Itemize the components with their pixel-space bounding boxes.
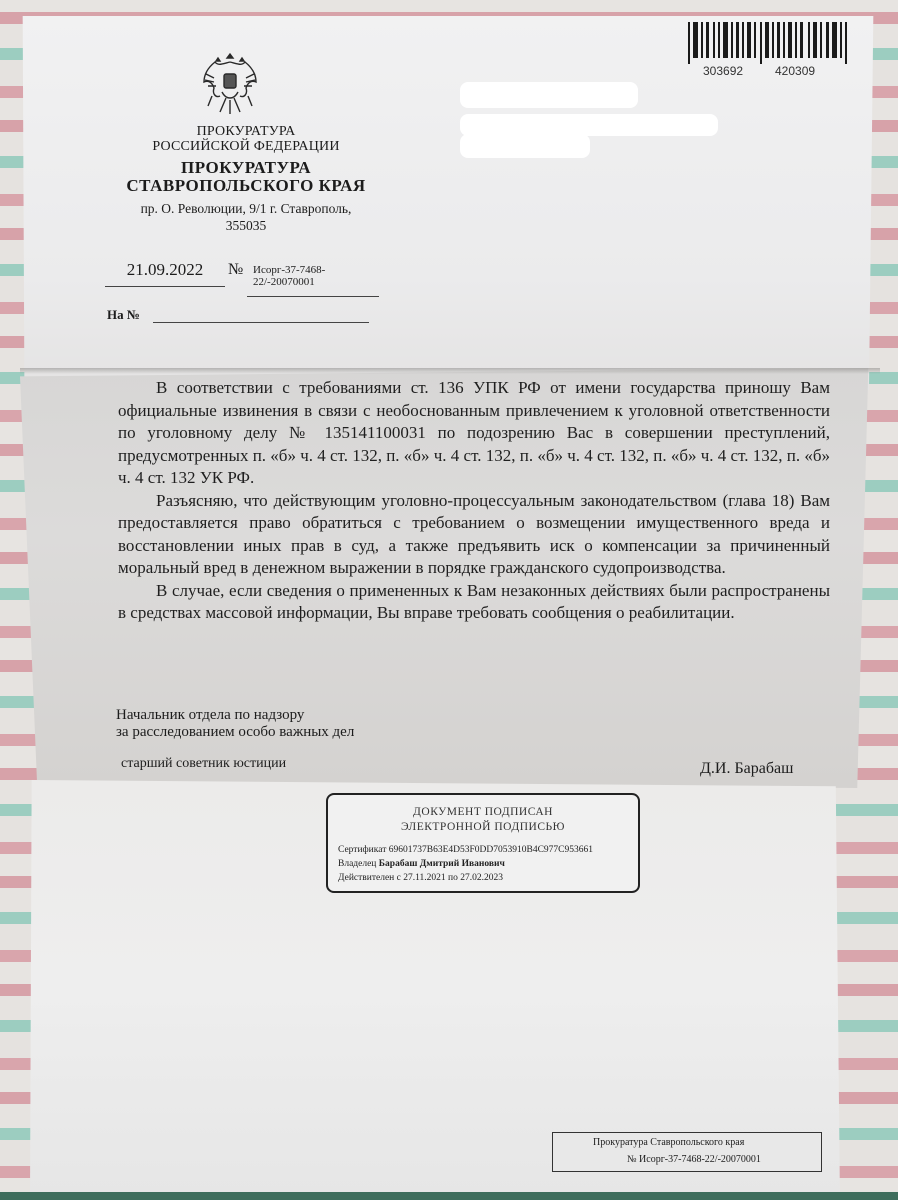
org-name-line1: ПРОКУРАТУРА <box>181 157 311 177</box>
document-date: 21.09.2022 <box>105 260 225 287</box>
esig-owner-value: Барабаш Дмитрий Иванович <box>378 859 505 869</box>
esig-heading-line1: ДОКУМЕНТ ПОДПИСАН <box>413 806 553 818</box>
letter-body <box>118 377 830 625</box>
org-parent-line1: ПРОКУРАТУРА <box>196 124 296 139</box>
registration-stamp <box>552 1132 822 1172</box>
reply-to-label: На № <box>107 307 140 322</box>
reply-to-field <box>153 322 369 323</box>
body-paragraph-2: Разъясняю, что действующим уголовно-процессуальным законодательством (глава 18) Вам предоставляется право обратиться с требованием о возмещении имущественного вреда и восстановлении иных прав в суд, а также предъявить иск о компенсации за причиненный моральный вред в денежном выражении в порядке гражданского судопроизводства. <box>118 490 830 577</box>
fold-shadow <box>20 368 880 374</box>
esig-valid-to: 27.02.2023 <box>460 873 503 883</box>
esig-owner-row <box>338 857 638 871</box>
tablecloth-edge <box>0 1192 898 1200</box>
barcode-number-left: 303692 <box>703 64 744 78</box>
esig-heading-line2: ЭЛЕКТРОННОЙ ПОДПИСЬЮ <box>401 821 565 833</box>
address-line2: 355035 <box>225 218 267 233</box>
registration-number-row <box>627 1154 761 1165</box>
esig-validity-row <box>338 871 638 885</box>
esig-certificate-value: 69601737B63E4D53F0DD7053910B4C977C953661 <box>388 845 594 855</box>
esig-valid-from-label: с <box>396 873 401 883</box>
barcode-number-right: 420309 <box>775 64 816 78</box>
org-name-line2: СТАВРОПОЛЬСКОГО КРАЯ <box>126 176 366 196</box>
address-line1: пр. О. Революции, 9/1 г. Ставрополь, <box>140 201 352 217</box>
esig-valid-to-label: по <box>448 873 458 883</box>
number-label: № <box>228 261 244 278</box>
esig-owner-label: Владелец <box>338 859 377 869</box>
electronic-signature-stamp <box>326 793 640 893</box>
document-number: Исорг-37-7468-22/-20070001 <box>247 264 379 297</box>
signatory-title-line2: за расследованием особо важных дел <box>116 724 355 740</box>
body-paragraph-1: В соответствии с требованиями ст. 136 УПК РФ от имени государства приношу Вам официальные извинения в связи с необоснованным привлечением к уголовной ответственности по уголовному делу № 135141100031 по подозрению Вас в совершении преступлений, предусмотренных п. «б» ч. 4 ст. 132, п. «б» ч. 4 ст. 132, п. «б» ч. 4 ст. 132, п. «б» ч. 4 ст. 132, п. «б» ч. 4 ст. 132 УК РФ. <box>118 378 830 487</box>
registration-org: Прокуратура Ставропольского края <box>593 1137 745 1148</box>
esig-valid-label: Действителен <box>338 873 395 883</box>
org-parent-line2: РОССИЙСКОЙ ФЕДЕРАЦИИ <box>152 139 340 155</box>
esig-certificate-row <box>338 843 638 857</box>
registration-number-label: № <box>627 1154 637 1165</box>
signatory-name: Д.И. Барабаш <box>700 760 794 777</box>
letterhead <box>96 124 396 234</box>
esig-valid-from: 27.11.2021 <box>403 873 446 883</box>
barcode-icon <box>688 20 864 64</box>
signatory-title <box>116 707 354 741</box>
signatory-rank: старший советник юстиции <box>121 756 287 771</box>
registration-number: Исорг-37-7468-22/-20070001 <box>639 1154 761 1165</box>
body-paragraph-3: В случае, если сведения о примененных к Вам незаконных действиях были распространены в средствах массовой информации, Вы вправе требовать сообщения о реабилитации. <box>118 580 830 622</box>
double-headed-eagle-emblem-icon <box>200 50 260 118</box>
esig-certificate-label: Сертификат <box>338 845 387 855</box>
signatory-title-line1: Начальник отдела по надзору <box>116 707 305 723</box>
